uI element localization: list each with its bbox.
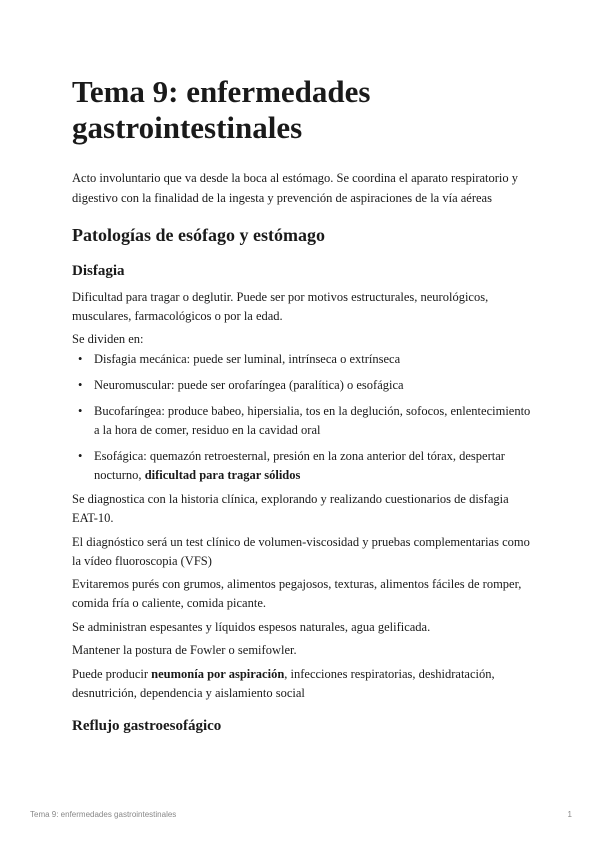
page-footer bbox=[30, 810, 572, 819]
list-item bbox=[72, 376, 534, 395]
paragraph-posture: Mantener la postura de Fowler o semifowler. bbox=[72, 643, 297, 657]
subsection-heading-reflujo: Reflujo gastroesofágico bbox=[72, 718, 222, 734]
paragraph-definition: Dificultad para tragar o deglutir. Puede ser por motivos estructurales, neurológicos, musculares, farmacológicos o por la edad. bbox=[72, 290, 489, 323]
paragraph-complications bbox=[72, 665, 534, 703]
paragraph-diagnosis: Se diagnostica con la historia clínica, explorando y realizando cuestionarios de disfagia EAT-10. bbox=[72, 492, 509, 525]
list-item-text: Esofágica: quemazón retroesternal, presión en la zona anterior del tórax, despertar nocturno, bbox=[94, 449, 505, 482]
paragraph-divisions: Se dividen en: bbox=[72, 332, 144, 346]
intro-paragraph: Acto involuntario que va desde la boca al estómago. Se coordina el aparato respiratorio y digestivo con la finalidad de la ingesta y prevención de aspiraciones de la vía aéreas bbox=[72, 171, 519, 205]
list-item bbox=[72, 402, 534, 440]
complications-pre: Puede producir bbox=[72, 667, 152, 681]
footer-title: Tema 9: enfermedades gastrointestinales bbox=[30, 810, 177, 819]
subsection-heading-disfagia: Disfagia bbox=[72, 263, 125, 279]
paragraph-thickeners: Se administran espesantes y líquidos espesos naturales, agua gelificada. bbox=[72, 620, 431, 634]
types-list bbox=[72, 350, 534, 492]
list-item bbox=[72, 350, 534, 369]
list-item bbox=[72, 447, 534, 485]
list-item-bold: dificultad para tragar sólidos bbox=[144, 468, 301, 482]
page-number: 1 bbox=[567, 810, 572, 819]
section-heading: Patologías de esófago y estómago bbox=[72, 225, 325, 245]
list-item-text: Disfagia mecánica: puede ser luminal, intrínseca o extrínseca bbox=[94, 352, 401, 366]
page-title: Tema 9: enfermedades gastrointestinales bbox=[72, 74, 371, 145]
paragraph-test: El diagnóstico será un test clínico de volumen-viscosidad y pruebas complementarias como la vídeo fluoroscopia (VFS) bbox=[72, 535, 530, 568]
paragraph-avoid: Evitaremos purés con grumos, alimentos pegajosos, texturas, alimentos fáciles de romper, comida fría o caliente, comida picante. bbox=[72, 577, 522, 610]
complications-post: , infecciones respiratorias, deshidratación, desnutrición, dependencia y aislamiento social bbox=[72, 667, 495, 700]
complications-bold: neumonía por aspiración bbox=[151, 667, 285, 681]
list-item-text: Neuromuscular: puede ser orofaríngea (paralítica) o esofágica bbox=[94, 378, 404, 392]
list-item-text: Bucofaríngea: produce babeo, hipersialia, tos en la deglución, sofocos, enlentecimiento a la hora de comer, residuo en la cavidad oral bbox=[94, 404, 531, 437]
